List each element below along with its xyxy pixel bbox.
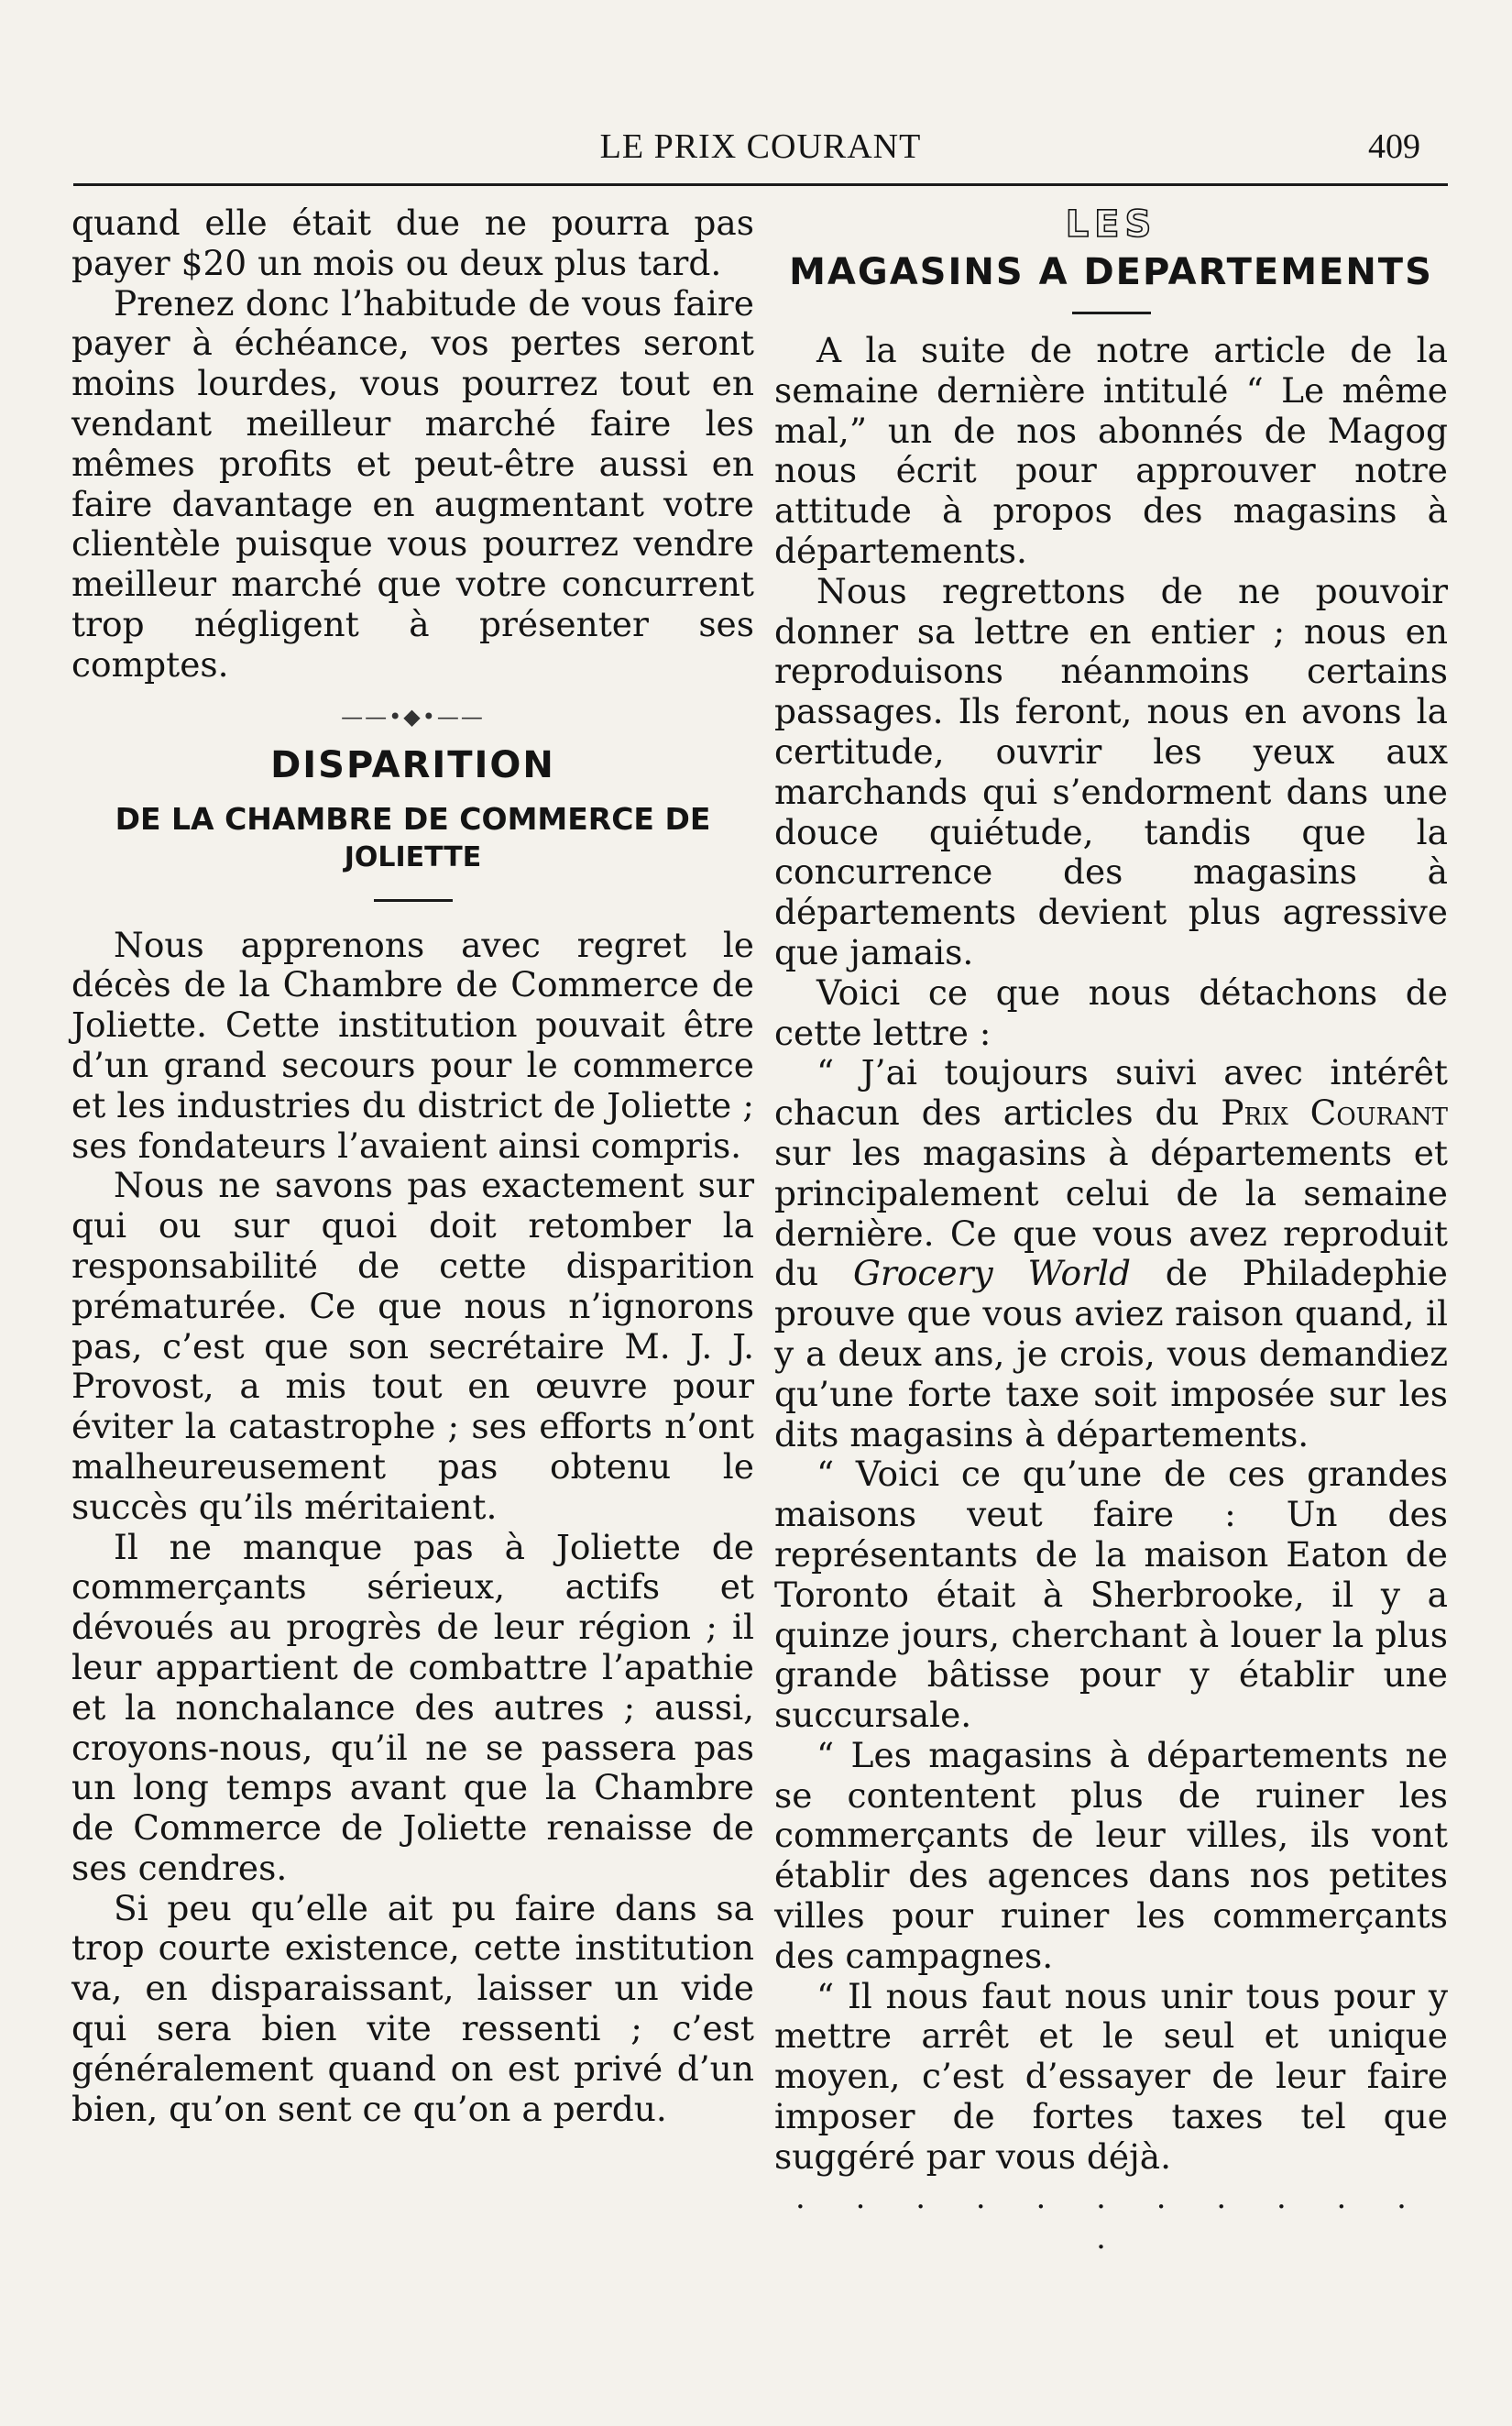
- right-paragraph-6: “ Les magasins à départements ne se contentent plus de ruiner les commerçants de leur villes, ils vont établir des agences dans nos petites villes pour ruiner les commerçants des campagnes.: [774, 1734, 1448, 1976]
- quote-text-c: de Philadephie prouve que vous aviez raison quand, il y a deux ans, je crois, vous demandiez qu’une forte taxe soit imposée sur les dits magasins à départements.: [774, 1253, 1449, 1455]
- prix-courant-name: Prix Courant: [1221, 1092, 1449, 1134]
- left-paragraph-2: Nous apprenons avec regret le décès de la Chambre de Commerce de Joliette. Cette institution pouvait être d’un grand secours pour le commerce et les industries du district de Joliette ; ses fondateurs l’avaient ainsi compris.: [71, 924, 754, 1166]
- right-paragraph-3: Voici ce que nous détachons de cette lettre :: [774, 971, 1448, 1053]
- right-paragraph-2: Nous regrettons de ne pouvoir donner sa lettre en entier ; nous en reproduisons néanmoins certains passages. Ils feront, nous en avons la certitude, ouvrir les yeux aux marchands qui s’endorment dans une douce quiétude, tandis que la concurrence des magasins à départements devient plus agressive que jamais.: [774, 570, 1448, 972]
- right-column: [774, 203, 1448, 2267]
- article-subtitle-2: JOLIETTE: [344, 840, 482, 873]
- right-paragraph-4: [774, 1053, 1448, 1455]
- article-subtitle: DE LA CHAMBRE DE COMMERCE DE: [115, 800, 711, 837]
- quote-text-b: sur les magasins à départements et principalement celui de la semaine dernière. Ce que vous avez reproduit du: [774, 1132, 1448, 1294]
- left-paragraph-1: Prenez donc l’habitude de vous faire payer à échéance, vos pertes seront moins lourdes, vous pourrez tout en vendant meilleur marché faire les mêmes profits et peut-être aussi en faire davantage en augmentant votre clientèle puisque vous pourrez vendre meilleur marché que votre concurrent trop négligent à présenter ses comptes.: [71, 282, 754, 685]
- running-title: LE PRIX COURANT: [599, 127, 922, 166]
- left-paragraph-5: Si peu qu’elle ait pu faire dans sa trop courte existence, cette institution va, en disparaissant, laisser un vide qui sera bien vite ressenti ; c’est généralement quand on est privé d’un bien, qu’on sent ce qu’on a perdu.: [71, 1887, 754, 2129]
- grocery-world-name: Grocery World: [852, 1253, 1131, 1294]
- right-paragraph-5: “ Voici ce qu’une de ces grandes maisons veut faire : Un des représentants de la maison Eaton de Toronto était à Sherbrooke, il y a quinze jours, cherchant à louer la plus grande bâtisse pour y établir une succursale.: [774, 1454, 1448, 1736]
- left-column: [71, 203, 754, 2129]
- right-paragraph-7: “ Il nous faut nous unir tous pour y mettre arrêt et le seul et unique moyen, c’est d’essayer de leur faire imposer de fortes taxes tel que suggéré par vous déjà.: [774, 1975, 1448, 2177]
- article-title-magasins: MAGASINS A DEPARTEMENTS: [789, 251, 1433, 293]
- article-title-les: LES: [1065, 203, 1157, 246]
- ellipsis-dots: · · · · · · · · · · · ·: [795, 2188, 1427, 2266]
- quote-text-a: “ J’ai toujours suivi avec intérêt chacun des articles du: [774, 1052, 1448, 1134]
- page-number: 409: [1368, 127, 1420, 166]
- section-ornament: ——•◆•——: [341, 703, 485, 730]
- header-rule: [73, 183, 1448, 186]
- page-header: [73, 119, 1448, 174]
- left-paragraph-3: Nous ne savons pas exactement sur qui ou sur quoi doit retomber la responsabilité de cette disparition prématurée. Ce que nous n’ignorons pas, c’est que son secrétaire M. J. J. Provost, a mis tout en œuvre pour éviter la catastrophe ; ses efforts n’ont malheureusement pas obtenu le succès qu’ils méritaient.: [71, 1165, 754, 1527]
- left-paragraph-4: Il ne manque pas à Joliette de commerçants sérieux, actifs et dévoués au progrès de leur région ; il leur appartient de combattre l’apathie et la nonchalance des autres ; aussi, croyons-nous, qu’il ne se passera pas un long temps avant que la Chambre de Commerce de Joliette renaisse de ses cendres.: [71, 1526, 754, 1888]
- right-paragraph-1: A la suite de notre article de la semaine dernière intitulé “ Le même mal,” un de nos abonnés de Magog nous écrit pour approuver notre attitude à propos des magasins à départements.: [774, 330, 1448, 571]
- article-title-disparition: DISPARITION: [270, 743, 555, 786]
- continuation-paragraph: quand elle était due ne pourra pas payer $20 un mois ou deux plus tard.: [71, 203, 754, 283]
